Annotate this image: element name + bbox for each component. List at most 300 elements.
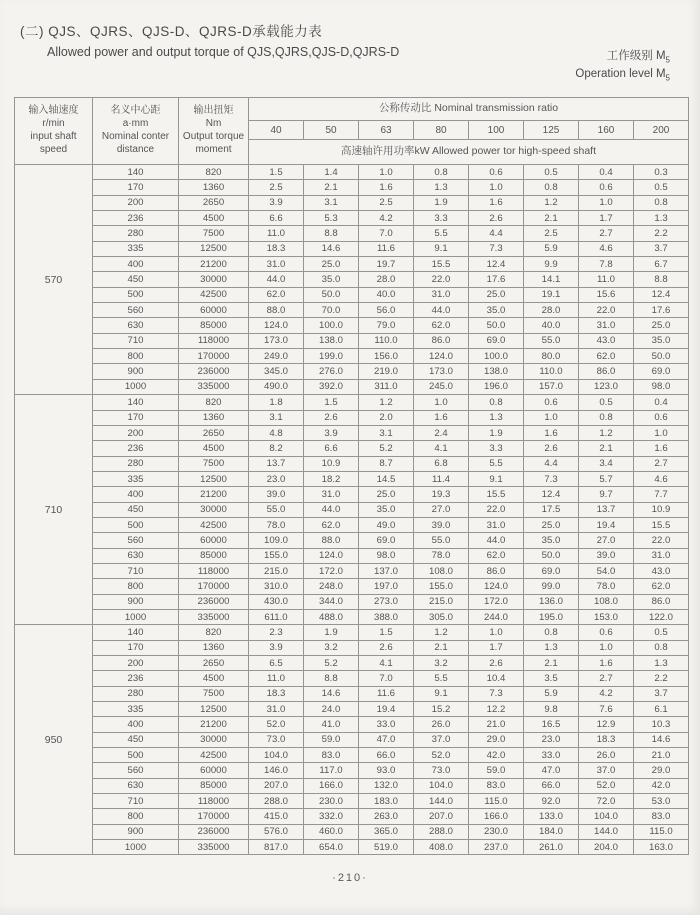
power-value-cell: 207.0: [249, 778, 304, 793]
power-value-cell: 249.0: [249, 349, 304, 364]
power-value-cell: 19.4: [359, 702, 414, 717]
power-value-cell: 273.0: [359, 594, 414, 609]
power-value-cell: 47.0: [524, 763, 579, 778]
power-value-cell: 1.5: [304, 395, 359, 410]
col-header-allowed-power: 高速轴许用功率kW Allowed power tor high-speed shaft: [249, 140, 689, 165]
power-value-cell: 2.1: [579, 441, 634, 456]
power-value-cell: 35.0: [359, 502, 414, 517]
power-value-cell: 73.0: [249, 732, 304, 747]
operation-level-en-text: Operation level M: [575, 67, 666, 80]
power-value-cell: 0.5: [634, 625, 689, 640]
torque-cell: 170000: [179, 349, 249, 364]
power-value-cell: 19.7: [359, 257, 414, 272]
power-value-cell: 12.4: [634, 287, 689, 302]
power-value-cell: 5.9: [524, 686, 579, 701]
power-value-cell: 59.0: [304, 732, 359, 747]
torque-cell: 42500: [179, 287, 249, 302]
power-value-cell: 66.0: [359, 748, 414, 763]
center-distance-cell: 560: [93, 303, 179, 318]
power-value-cell: 50.0: [304, 287, 359, 302]
torque-cell: 21200: [179, 257, 249, 272]
torque-cell: 820: [179, 395, 249, 410]
power-value-cell: 44.0: [414, 303, 469, 318]
power-value-cell: 654.0: [304, 840, 359, 855]
torque-cell: 7500: [179, 456, 249, 471]
power-value-cell: 2.6: [469, 656, 524, 671]
power-value-cell: 4.6: [634, 471, 689, 486]
power-value-cell: 1.0: [414, 395, 469, 410]
power-value-cell: 1.0: [469, 625, 524, 640]
power-value-cell: 15.2: [414, 702, 469, 717]
power-value-cell: 2.1: [524, 656, 579, 671]
power-value-cell: 2.5: [524, 226, 579, 241]
power-value-cell: 28.0: [524, 303, 579, 318]
table-row: [15, 456, 689, 471]
table-row: [15, 686, 689, 701]
power-value-cell: 1.6: [359, 180, 414, 195]
power-value-cell: 55.0: [524, 333, 579, 348]
power-value-cell: 2.6: [469, 211, 524, 226]
power-value-cell: 2.2: [634, 226, 689, 241]
power-value-cell: 1.2: [414, 625, 469, 640]
power-value-cell: 263.0: [359, 809, 414, 824]
center-distance-cell: 335: [93, 702, 179, 717]
power-value-cell: 1.2: [524, 195, 579, 210]
table-row: [15, 318, 689, 333]
power-value-cell: 2.5: [359, 195, 414, 210]
power-value-cell: 10.3: [634, 717, 689, 732]
power-value-cell: 415.0: [249, 809, 304, 824]
power-value-cell: 0.6: [634, 410, 689, 425]
table-row: [15, 364, 689, 379]
torque-cell: 820: [179, 625, 249, 640]
power-value-cell: 1.0: [634, 425, 689, 440]
power-value-cell: 15.5: [414, 257, 469, 272]
power-value-cell: 0.6: [469, 165, 524, 180]
power-value-cell: 9.1: [469, 471, 524, 486]
power-value-cell: 245.0: [414, 379, 469, 394]
power-value-cell: 55.0: [249, 502, 304, 517]
power-value-cell: 62.0: [304, 517, 359, 532]
power-value-cell: 2.7: [579, 671, 634, 686]
power-value-cell: 146.0: [249, 763, 304, 778]
power-value-cell: 92.0: [524, 794, 579, 809]
power-value-cell: 93.0: [359, 763, 414, 778]
power-value-cell: 52.0: [249, 717, 304, 732]
center-distance-cell: 140: [93, 395, 179, 410]
power-value-cell: 69.0: [359, 533, 414, 548]
power-value-cell: 25.0: [524, 517, 579, 532]
power-value-cell: 0.8: [469, 395, 524, 410]
power-value-cell: 7.6: [579, 702, 634, 717]
power-value-cell: 0.5: [634, 180, 689, 195]
power-value-cell: 31.0: [304, 487, 359, 502]
table-row: [15, 425, 689, 440]
power-value-cell: 54.0: [579, 563, 634, 578]
power-value-cell: 8.8: [304, 226, 359, 241]
power-value-cell: 2.5: [249, 180, 304, 195]
power-value-cell: 37.0: [414, 732, 469, 747]
power-value-cell: 0.6: [579, 180, 634, 195]
center-distance-cell: 500: [93, 517, 179, 532]
operation-level-block: [575, 48, 670, 84]
power-value-cell: 8.8: [634, 272, 689, 287]
torque-cell: 236000: [179, 594, 249, 609]
power-value-cell: 4.4: [469, 226, 524, 241]
power-value-cell: 17.5: [524, 502, 579, 517]
table-row: [15, 487, 689, 502]
torque-cell: 60000: [179, 303, 249, 318]
title-block: [20, 20, 399, 59]
power-value-cell: 13.7: [579, 502, 634, 517]
power-value-cell: 5.5: [414, 226, 469, 241]
center-distance-cell: 200: [93, 425, 179, 440]
table-row: [15, 165, 689, 180]
capacity-table: [14, 97, 689, 855]
center-distance-cell: 236: [93, 441, 179, 456]
power-value-cell: 15.5: [634, 517, 689, 532]
power-value-cell: 22.0: [414, 272, 469, 287]
power-value-cell: 1.4: [304, 165, 359, 180]
table-row: [15, 717, 689, 732]
power-value-cell: 108.0: [414, 563, 469, 578]
col-header-center-distance: [93, 98, 179, 165]
power-value-cell: 2.1: [304, 180, 359, 195]
power-value-cell: 5.3: [304, 211, 359, 226]
power-value-cell: 78.0: [249, 517, 304, 532]
col-header-input-speed: [15, 98, 93, 165]
power-value-cell: 6.7: [634, 257, 689, 272]
power-value-cell: 7.0: [359, 226, 414, 241]
power-value-cell: 18.3: [249, 686, 304, 701]
power-value-cell: 7.3: [524, 471, 579, 486]
power-value-cell: 9.9: [524, 257, 579, 272]
col-header-line: Output torque: [182, 131, 245, 142]
power-value-cell: 44.0: [469, 533, 524, 548]
power-value-cell: 2.0: [359, 410, 414, 425]
torque-cell: 820: [179, 165, 249, 180]
power-value-cell: 35.0: [304, 272, 359, 287]
power-value-cell: 31.0: [249, 257, 304, 272]
power-value-cell: 230.0: [469, 824, 524, 839]
power-value-cell: 25.0: [469, 287, 524, 302]
center-distance-cell: 170: [93, 180, 179, 195]
input-speed-cell: 950: [15, 625, 93, 855]
power-value-cell: 6.5: [249, 656, 304, 671]
power-value-cell: 7.3: [469, 241, 524, 256]
power-value-cell: 83.0: [304, 748, 359, 763]
power-value-cell: 100.0: [469, 349, 524, 364]
power-value-cell: 172.0: [469, 594, 524, 609]
power-value-cell: 124.0: [414, 349, 469, 364]
power-value-cell: 817.0: [249, 840, 304, 855]
torque-cell: 4500: [179, 671, 249, 686]
power-value-cell: 86.0: [579, 364, 634, 379]
operation-level-cn-text: 工作级别 M: [606, 50, 666, 62]
power-value-cell: 69.0: [524, 563, 579, 578]
power-value-cell: 144.0: [414, 794, 469, 809]
power-value-cell: 488.0: [304, 609, 359, 624]
power-value-cell: 408.0: [414, 840, 469, 855]
table-row: [15, 748, 689, 763]
power-value-cell: 2.1: [414, 640, 469, 655]
power-value-cell: 9.1: [414, 686, 469, 701]
power-value-cell: 215.0: [249, 563, 304, 578]
power-value-cell: 3.1: [359, 425, 414, 440]
table-row: [15, 272, 689, 287]
power-value-cell: 15.6: [579, 287, 634, 302]
power-value-cell: 0.8: [634, 195, 689, 210]
col-header-transmission-ratio: 公称传动比 Nominal transmission ratio: [249, 98, 689, 121]
torque-cell: 12500: [179, 702, 249, 717]
table-row: [15, 471, 689, 486]
col-header-line: a·mm: [122, 118, 149, 130]
power-value-cell: 86.0: [414, 333, 469, 348]
table-row: [15, 548, 689, 563]
table-body: [15, 165, 689, 855]
ratio-header-cell: 160: [579, 121, 634, 140]
power-value-cell: 47.0: [359, 732, 414, 747]
power-value-cell: 22.0: [469, 502, 524, 517]
table-row: [15, 671, 689, 686]
power-value-cell: 104.0: [249, 748, 304, 763]
power-value-cell: 124.0: [469, 579, 524, 594]
power-value-cell: 7.0: [359, 671, 414, 686]
power-value-cell: 0.6: [579, 625, 634, 640]
power-value-cell: 7.7: [634, 487, 689, 502]
power-value-cell: 365.0: [359, 824, 414, 839]
page-number: ·210·: [332, 872, 368, 884]
power-value-cell: 2.2: [634, 671, 689, 686]
power-value-cell: 35.0: [524, 533, 579, 548]
center-distance-cell: 800: [93, 579, 179, 594]
power-value-cell: 576.0: [249, 824, 304, 839]
table-header: [15, 98, 689, 165]
power-value-cell: 388.0: [359, 609, 414, 624]
power-value-cell: 133.0: [524, 809, 579, 824]
table-row: [15, 794, 689, 809]
power-value-cell: 2.6: [524, 441, 579, 456]
power-value-cell: 25.0: [304, 257, 359, 272]
center-distance-cell: 560: [93, 763, 179, 778]
table-row: [15, 732, 689, 747]
power-value-cell: 4.2: [579, 686, 634, 701]
power-value-cell: 79.0: [359, 318, 414, 333]
power-value-cell: 1.9: [304, 625, 359, 640]
power-value-cell: 2.7: [634, 456, 689, 471]
power-value-cell: 5.2: [359, 441, 414, 456]
power-value-cell: 86.0: [634, 594, 689, 609]
power-value-cell: 1.6: [579, 656, 634, 671]
table-row: [15, 533, 689, 548]
col-header-line: input shaft: [30, 131, 77, 142]
torque-cell: 21200: [179, 717, 249, 732]
table-row: [15, 502, 689, 517]
power-value-cell: 1.0: [579, 195, 634, 210]
power-value-cell: 1.2: [579, 425, 634, 440]
power-value-cell: 153.0: [579, 609, 634, 624]
power-value-cell: 44.0: [249, 272, 304, 287]
power-value-cell: 73.0: [414, 763, 469, 778]
power-value-cell: 311.0: [359, 379, 414, 394]
power-value-cell: 3.2: [414, 656, 469, 671]
power-value-cell: 15.5: [469, 487, 524, 502]
power-value-cell: 3.1: [304, 195, 359, 210]
table-row: [15, 563, 689, 578]
power-value-cell: 43.0: [634, 563, 689, 578]
power-value-cell: 42.0: [634, 778, 689, 793]
power-value-cell: 2.1: [524, 211, 579, 226]
power-value-cell: 1.3: [414, 180, 469, 195]
power-value-cell: 62.0: [414, 318, 469, 333]
torque-cell: 30000: [179, 502, 249, 517]
power-value-cell: 31.0: [579, 318, 634, 333]
power-value-cell: 11.6: [359, 686, 414, 701]
power-value-cell: 173.0: [249, 333, 304, 348]
table-row: [15, 241, 689, 256]
power-value-cell: 24.0: [304, 702, 359, 717]
torque-cell: 118000: [179, 794, 249, 809]
power-value-cell: 288.0: [249, 794, 304, 809]
center-distance-cell: 280: [93, 226, 179, 241]
torque-cell: 60000: [179, 533, 249, 548]
power-value-cell: 157.0: [524, 379, 579, 394]
power-value-cell: 44.0: [304, 502, 359, 517]
power-value-cell: 5.5: [414, 671, 469, 686]
table-row: [15, 395, 689, 410]
table-row: [15, 625, 689, 640]
power-value-cell: 3.7: [634, 241, 689, 256]
power-value-cell: 49.0: [359, 517, 414, 532]
power-value-cell: 1.8: [249, 395, 304, 410]
power-value-cell: 1.0: [469, 180, 524, 195]
ratio-header-cell: 40: [249, 121, 304, 140]
center-distance-cell: 400: [93, 487, 179, 502]
power-value-cell: 21.0: [634, 748, 689, 763]
power-value-cell: 0.8: [414, 165, 469, 180]
torque-cell: 7500: [179, 226, 249, 241]
power-value-cell: 50.0: [524, 548, 579, 563]
table-row: [15, 609, 689, 624]
power-value-cell: 1.9: [414, 195, 469, 210]
power-value-cell: 173.0: [414, 364, 469, 379]
power-value-cell: 4.8: [249, 425, 304, 440]
power-value-cell: 35.0: [469, 303, 524, 318]
ratio-header-cell: 63: [359, 121, 414, 140]
center-distance-cell: 800: [93, 349, 179, 364]
center-distance-cell: 1000: [93, 840, 179, 855]
power-value-cell: 99.0: [524, 579, 579, 594]
power-value-cell: 137.0: [359, 563, 414, 578]
center-distance-cell: 335: [93, 471, 179, 486]
col-header-line: 名义中心距: [110, 105, 161, 117]
power-value-cell: 184.0: [524, 824, 579, 839]
torque-cell: 42500: [179, 517, 249, 532]
power-value-cell: 0.4: [579, 165, 634, 180]
table-row: [15, 763, 689, 778]
power-value-cell: 115.0: [634, 824, 689, 839]
ratio-header-cell: 50: [304, 121, 359, 140]
center-distance-cell: 500: [93, 287, 179, 302]
power-value-cell: 248.0: [304, 579, 359, 594]
power-value-cell: 0.5: [579, 395, 634, 410]
torque-cell: 236000: [179, 364, 249, 379]
center-distance-cell: 500: [93, 748, 179, 763]
power-value-cell: 2.6: [359, 640, 414, 655]
power-value-cell: 11.0: [579, 272, 634, 287]
center-distance-cell: 450: [93, 502, 179, 517]
power-value-cell: 52.0: [414, 748, 469, 763]
power-value-cell: 261.0: [524, 840, 579, 855]
power-value-cell: 25.0: [634, 318, 689, 333]
power-value-cell: 490.0: [249, 379, 304, 394]
power-value-cell: 276.0: [304, 364, 359, 379]
power-value-cell: 1.5: [359, 625, 414, 640]
power-value-cell: 0.3: [634, 165, 689, 180]
power-value-cell: 2.4: [414, 425, 469, 440]
center-distance-cell: 280: [93, 456, 179, 471]
power-value-cell: 1.0: [524, 410, 579, 425]
power-value-cell: 124.0: [249, 318, 304, 333]
center-distance-cell: 400: [93, 257, 179, 272]
torque-cell: 30000: [179, 732, 249, 747]
power-value-cell: 40.0: [524, 318, 579, 333]
power-value-cell: 199.0: [304, 349, 359, 364]
power-value-cell: 52.0: [579, 778, 634, 793]
col-header-output-torque: [179, 98, 249, 165]
power-value-cell: 305.0: [414, 609, 469, 624]
torque-cell: 1360: [179, 410, 249, 425]
power-value-cell: 100.0: [304, 318, 359, 333]
power-value-cell: 244.0: [469, 609, 524, 624]
center-distance-cell: 630: [93, 548, 179, 563]
table-row: [15, 379, 689, 394]
torque-cell: 170000: [179, 809, 249, 824]
center-distance-cell: 900: [93, 824, 179, 839]
table-row: [15, 656, 689, 671]
power-value-cell: 80.0: [524, 349, 579, 364]
power-value-cell: 9.1: [414, 241, 469, 256]
power-value-cell: 109.0: [249, 533, 304, 548]
power-value-cell: 98.0: [359, 548, 414, 563]
power-value-cell: 122.0: [634, 609, 689, 624]
torque-cell: 1360: [179, 640, 249, 655]
torque-cell: 60000: [179, 763, 249, 778]
power-value-cell: 11.6: [359, 241, 414, 256]
table-row: [15, 778, 689, 793]
power-value-cell: 1.3: [634, 656, 689, 671]
power-value-cell: 0.5: [524, 165, 579, 180]
power-value-cell: 345.0: [249, 364, 304, 379]
power-value-cell: 8.8: [304, 671, 359, 686]
center-distance-cell: 170: [93, 640, 179, 655]
power-value-cell: 37.0: [579, 763, 634, 778]
power-value-cell: 4.2: [359, 211, 414, 226]
power-value-cell: 6.6: [249, 211, 304, 226]
center-distance-cell: 200: [93, 656, 179, 671]
torque-cell: 335000: [179, 609, 249, 624]
power-value-cell: 56.0: [359, 303, 414, 318]
torque-cell: 2650: [179, 195, 249, 210]
power-value-cell: 204.0: [579, 840, 634, 855]
power-value-cell: 7.8: [579, 257, 634, 272]
power-value-cell: 460.0: [304, 824, 359, 839]
power-value-cell: 123.0: [579, 379, 634, 394]
power-value-cell: 611.0: [249, 609, 304, 624]
col-header-line: speed: [39, 143, 68, 155]
power-value-cell: 1.9: [469, 425, 524, 440]
power-value-cell: 110.0: [524, 364, 579, 379]
